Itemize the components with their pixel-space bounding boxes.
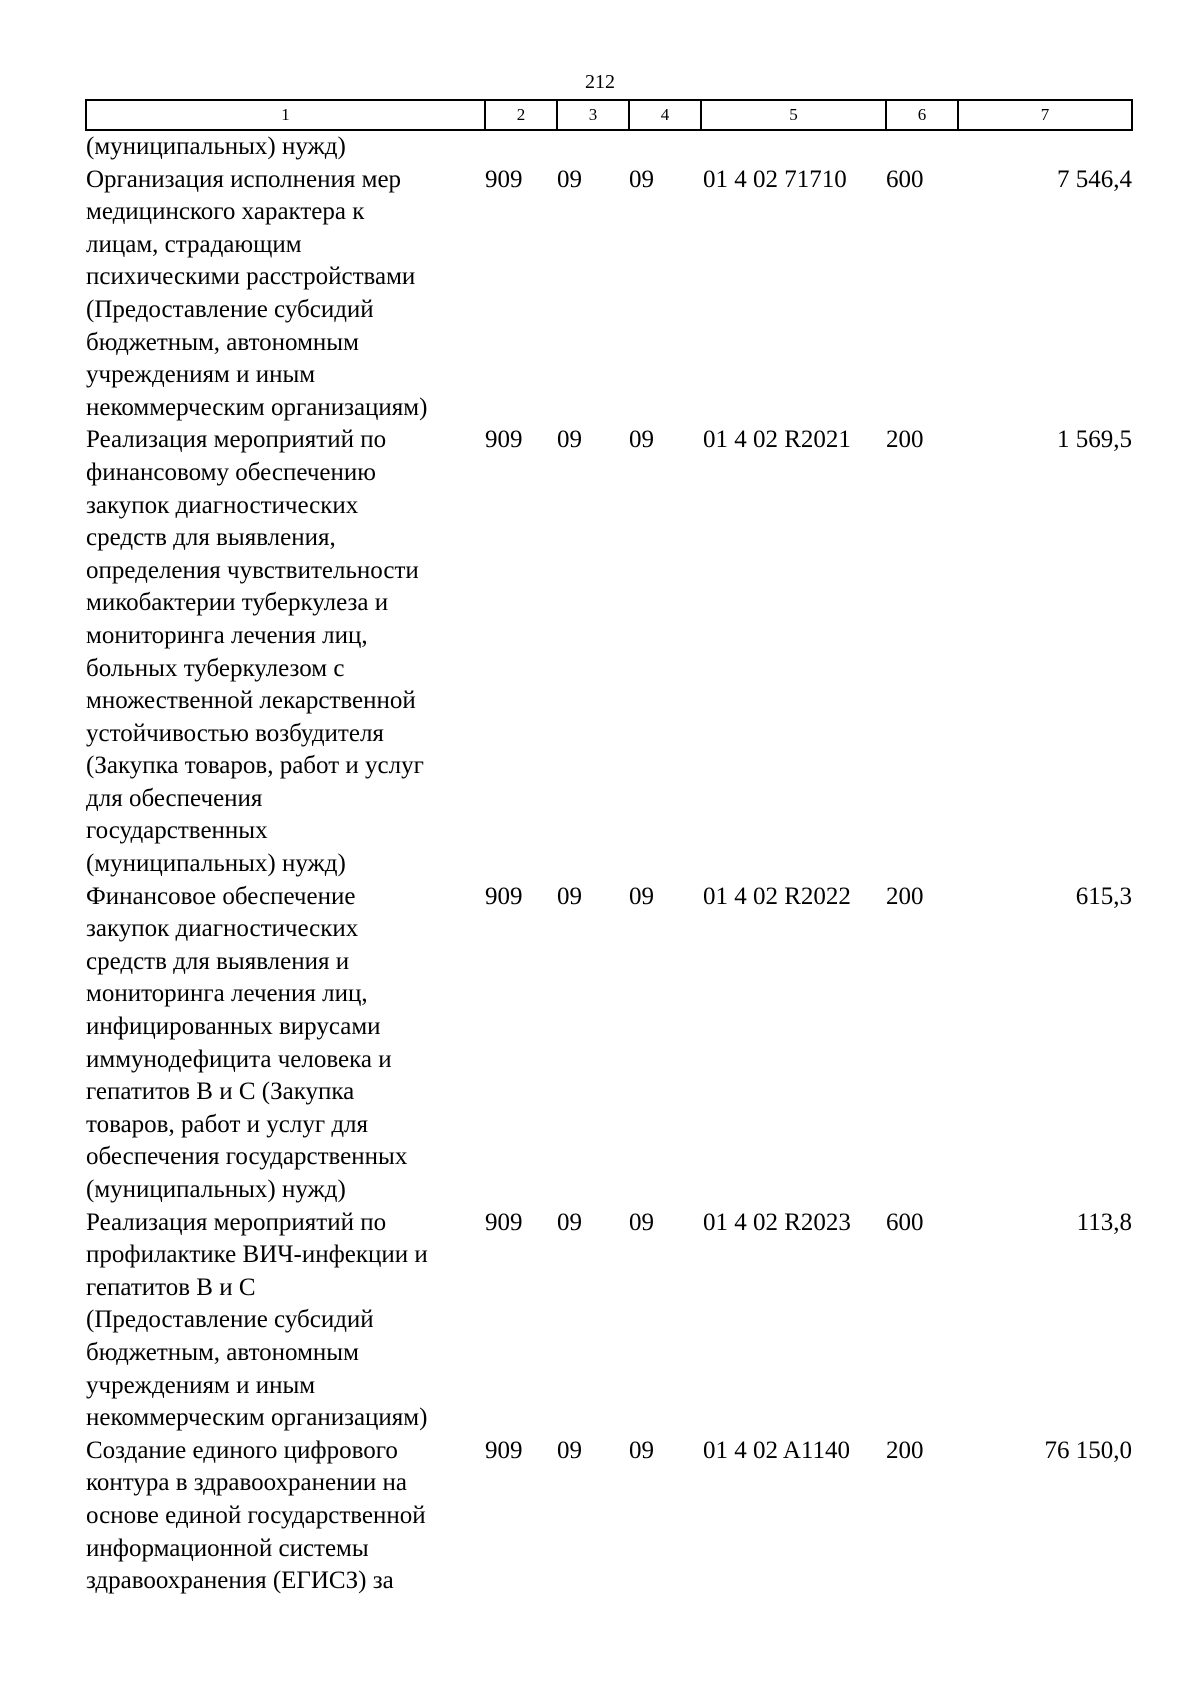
header-col-6: 6 (886, 100, 958, 130)
budget-table (85, 99, 1133, 1598)
row-expense-type: 600 (886, 165, 924, 193)
row-admin-code: 909 (485, 426, 523, 454)
row-expense-type: 600 (886, 1208, 924, 1236)
row-expense-type: 200 (886, 1436, 924, 1464)
row-section (557, 130, 629, 164)
table-row (86, 164, 1132, 425)
header-col-7: 7 (958, 100, 1132, 130)
row-section: 09 (557, 1436, 582, 1464)
row-description: (муниципальных) нужд) (86, 133, 346, 160)
row-amount (958, 130, 1132, 164)
header-col-1: 1 (86, 100, 485, 130)
row-amount: 113,8 (1076, 1208, 1132, 1236)
row-admin-code (485, 130, 557, 164)
row-expense-type: 200 (886, 882, 924, 910)
row-expense-type: 200 (886, 426, 924, 454)
row-description: Реализация мероприятий по финансовому обеспечению закупок диагностических средств для выявления, определения чувствительности микобактерии туберкулеза и мониторинга лечения лиц, больных туберкулезом с множественной лекарственной устойчивостью возбудителя (Закупка товаров, работ и услуг для обеспечения государственных (муниципальных) нужд) (86, 426, 424, 878)
table-row (86, 1435, 1132, 1598)
row-section: 09 (557, 426, 582, 454)
row-subsection: 09 (629, 1208, 654, 1236)
row-subsection: 09 (629, 165, 654, 193)
row-section: 09 (557, 882, 582, 910)
row-target-code: 01 4 02 R2021 (703, 426, 851, 454)
row-description: Реализация мероприятий по профилактике ВИЧ-инфекции и гепатитов В и С (Предоставление субсидий бюджетным, автономным учреждениям и иным некоммерческим организациям) (86, 1208, 428, 1432)
header-col-3: 3 (557, 100, 629, 130)
row-target-code: 01 4 02 R2023 (703, 1208, 851, 1236)
row-subsection: 09 (629, 882, 654, 910)
page-number: 212 (585, 71, 615, 93)
header-row (86, 100, 1132, 130)
row-amount: 7 546,4 (1057, 165, 1132, 193)
row-section: 09 (557, 165, 582, 193)
row-admin-code: 909 (485, 1208, 523, 1236)
row-subsection (629, 130, 701, 164)
row-target-code: 01 4 02 R2022 (703, 882, 851, 910)
header-col-4: 4 (629, 100, 701, 130)
row-subsection: 09 (629, 426, 654, 454)
row-subsection: 09 (629, 1436, 654, 1464)
header-col-5: 5 (701, 100, 886, 130)
row-expense-type (886, 130, 958, 164)
row-amount: 615,3 (1075, 882, 1132, 910)
row-target-code: 01 4 02 A1140 (703, 1436, 850, 1464)
header-col-2: 2 (485, 100, 557, 130)
table-row (86, 881, 1132, 1207)
row-target-code: 01 4 02 71710 (703, 165, 847, 193)
row-description: Создание единого цифрового контура в здравоохранении на основе единой государственной информационной системы здравоохранения (ЕГИСЗ) за (86, 1436, 426, 1595)
row-section: 09 (557, 1208, 582, 1236)
row-amount: 76 150,0 (1044, 1436, 1132, 1464)
table-row (86, 1207, 1132, 1435)
row-description: Финансовое обеспечение закупок диагностических средств для выявления и мониторинга лечения лиц, инфицированных вирусами иммунодефицита человека и гепатитов В и С (Закупка товаров, работ и услуг для обеспечения государственных (муниципальных) нужд) (86, 882, 408, 1203)
row-admin-code: 909 (485, 1436, 523, 1464)
row-target-code (701, 130, 886, 164)
table-row (86, 130, 1132, 164)
table-row (86, 424, 1132, 880)
table-body (86, 130, 1132, 1598)
row-description: Организация исполнения мер медицинского характера к лицам, страдающим психическими расстройствами (Предоставление субсидий бюджетным, автономным учреждениям и иным некоммерческим организациям) (86, 165, 428, 421)
row-admin-code: 909 (485, 882, 523, 910)
table-header (86, 100, 1132, 130)
row-amount: 1 569,5 (1057, 426, 1132, 454)
row-admin-code: 909 (485, 165, 523, 193)
